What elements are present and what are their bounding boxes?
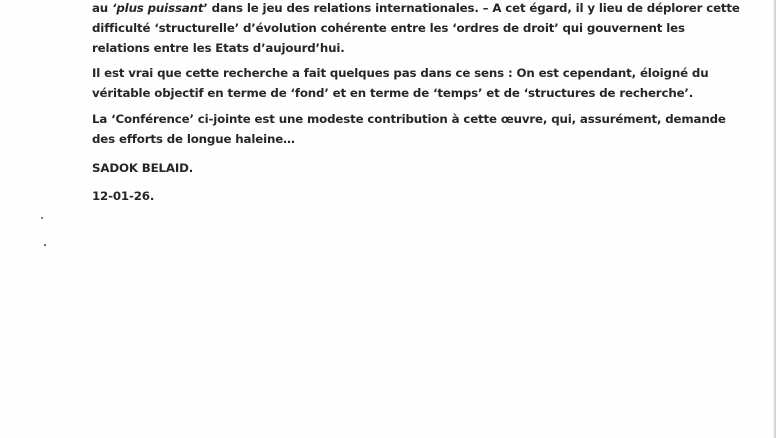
paragraph-3	[92, 109, 726, 149]
paragraph-1-open-quote: ‘	[112, 1, 117, 15]
paragraph-1-line-2: difficulté ‘structurelle’ d’évolution cohérente entre les ‘ordres de droit’ qui gouvernent les	[92, 21, 685, 35]
paragraph-2-line-1: Il est vrai que cette recherche a fait quelques pas dans ce sens : On est cependant, éloigné du	[92, 66, 709, 80]
paragraph-3-line-1: La ‘Conférence’ ci-jointe est une modeste contribution à cette œuvre, qui, assurément, demande	[92, 112, 726, 126]
date-text: 12-01-26.	[92, 189, 155, 203]
paragraph-1-line-1-suffix: ’ dans le jeu des relations internationales. – A cet égard, il y lieu de déplorer cette	[203, 1, 740, 15]
paragraph-1-italic-phrase: plus puissant	[116, 1, 204, 15]
scan-speck	[41, 217, 43, 219]
date	[92, 186, 154, 206]
signature-text: SADOK BELAID.	[92, 161, 194, 175]
paragraph-1-line-3: relations entre les Etats d’aujourd’hui.	[92, 41, 345, 55]
paragraph-1-line-1-prefix: au	[92, 1, 113, 15]
paragraph-1	[92, 0, 740, 58]
paragraph-2-line-2: véritable objectif en terme de ‘fond’ et en terme de ‘temps’ et de ‘structures de recherche’.	[92, 86, 694, 100]
signature	[92, 158, 193, 178]
paragraph-1-line-1	[92, 0, 740, 18]
paragraph-3-line-2: des efforts de longue haleine…	[92, 132, 295, 146]
scan-speck	[44, 244, 46, 246]
paragraph-2	[92, 63, 708, 103]
